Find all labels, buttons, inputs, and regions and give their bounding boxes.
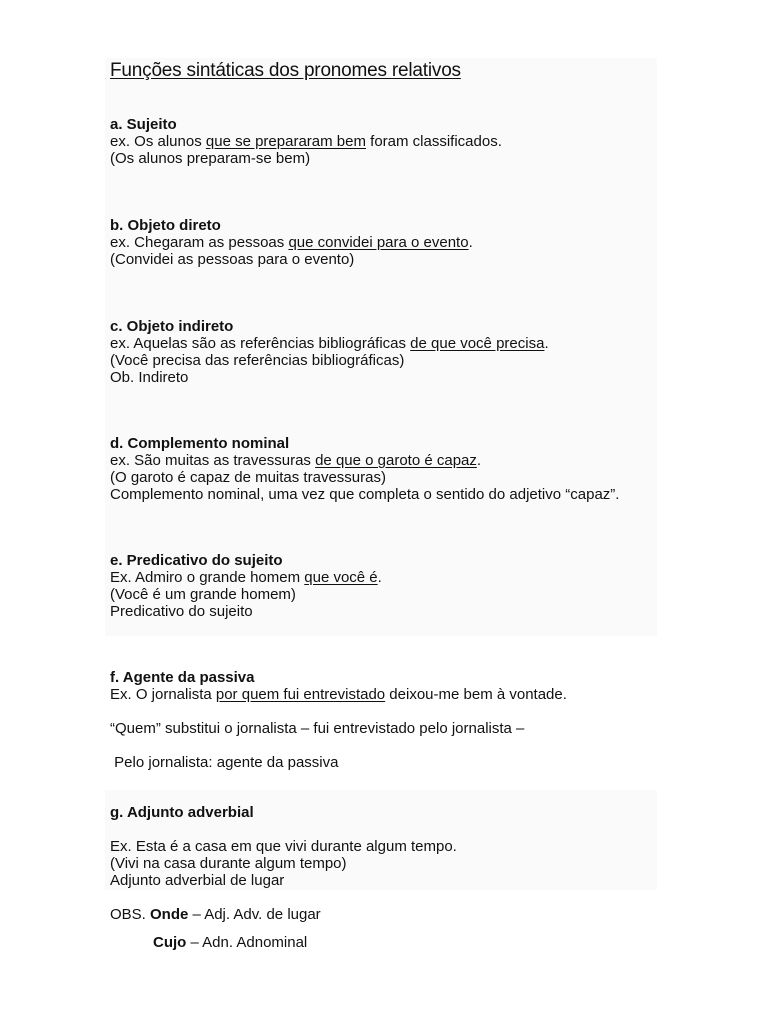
section-e-example: Ex. Admiro o grande homem que você é. — [110, 569, 382, 586]
section-e-highlight: que você é — [304, 569, 378, 586]
section-f-highlight: por quem fui entrevistado — [215, 686, 386, 703]
obs-onde-term: Onde — [150, 906, 189, 923]
section-d-line2: (O garoto é capaz de muitas travessuras) — [110, 469, 386, 486]
section-a — [110, 116, 502, 167]
section-b-highlight: que convidei para o evento — [288, 234, 469, 251]
section-f-explanation: “Quem” substitui o jornalista – fui entrevistado pelo jornalista – — [110, 720, 525, 737]
section-c-line3: Ob. Indireto — [110, 369, 189, 386]
obs-onde: OBS. Onde – Adj. Adv. de lugar — [110, 906, 321, 923]
page-title: Funções sintáticas dos pronomes relativos — [110, 60, 461, 81]
section-c-highlight: de que você precisa — [410, 335, 545, 352]
section-d-heading: d. Complemento nominal — [110, 435, 290, 452]
section-c-example: ex. Aquelas são as referências bibliográficas de que você precisa. — [110, 335, 549, 352]
section-g-heading-wrap — [110, 804, 254, 821]
section-b-example: ex. Chegaram as pessoas que convidei para o evento. — [110, 234, 473, 251]
section-c-line2: (Você precisa das referências bibliográficas) — [110, 352, 405, 369]
section-b-line2: (Convidei as pessoas para o evento) — [110, 251, 355, 268]
section-e-line2: (Você é um grande homem) — [110, 586, 296, 603]
section-f-heading: f. Agente da passiva — [110, 669, 255, 686]
section-c-heading: c. Objeto indireto — [110, 318, 234, 335]
section-a-line2: (Os alunos preparam-se bem) — [110, 150, 311, 167]
section-f — [110, 669, 567, 703]
section-e-line3: Predicativo do sujeito — [110, 603, 253, 620]
section-c — [110, 318, 549, 386]
obs-cujo: Cujo – Adn. Adnominal — [153, 934, 308, 951]
section-d — [110, 435, 619, 503]
section-a-heading: a. Sujeito — [110, 116, 177, 133]
section-d-example: ex. São muitas as travessuras de que o garoto é capaz. — [110, 452, 482, 469]
section-g — [110, 838, 457, 889]
obs-cujo-term: Cujo — [153, 934, 187, 951]
section-d-highlight: de que o garoto é capaz — [315, 452, 477, 469]
section-f-example: Ex. O jornalista por quem fui entrevistado deixou-me bem à vontade. — [110, 686, 567, 703]
section-b-heading: b. Objeto direto — [110, 217, 221, 234]
section-e-heading: e. Predicativo do sujeito — [110, 552, 283, 569]
section-g-line3: Adjunto adverbial de lugar — [110, 872, 285, 889]
section-g-line2: (Vivi na casa durante algum tempo) — [110, 855, 347, 872]
section-e — [110, 552, 382, 620]
section-a-highlight: que se prepararam bem — [205, 133, 366, 150]
section-f-conclusion: Pelo jornalista: agente da passiva — [110, 754, 339, 771]
section-b — [110, 217, 473, 268]
section-d-line3: Complemento nominal, uma vez que completa o sentido do adjetivo “capaz”. — [110, 486, 620, 503]
section-g-heading: g. Adjunto adverbial — [110, 804, 254, 821]
section-g-line1: Ex. Esta é a casa em que vivi durante algum tempo. — [110, 838, 457, 855]
section-a-example: ex. Os alunos que se prepararam bem foram classificados. — [110, 133, 502, 150]
